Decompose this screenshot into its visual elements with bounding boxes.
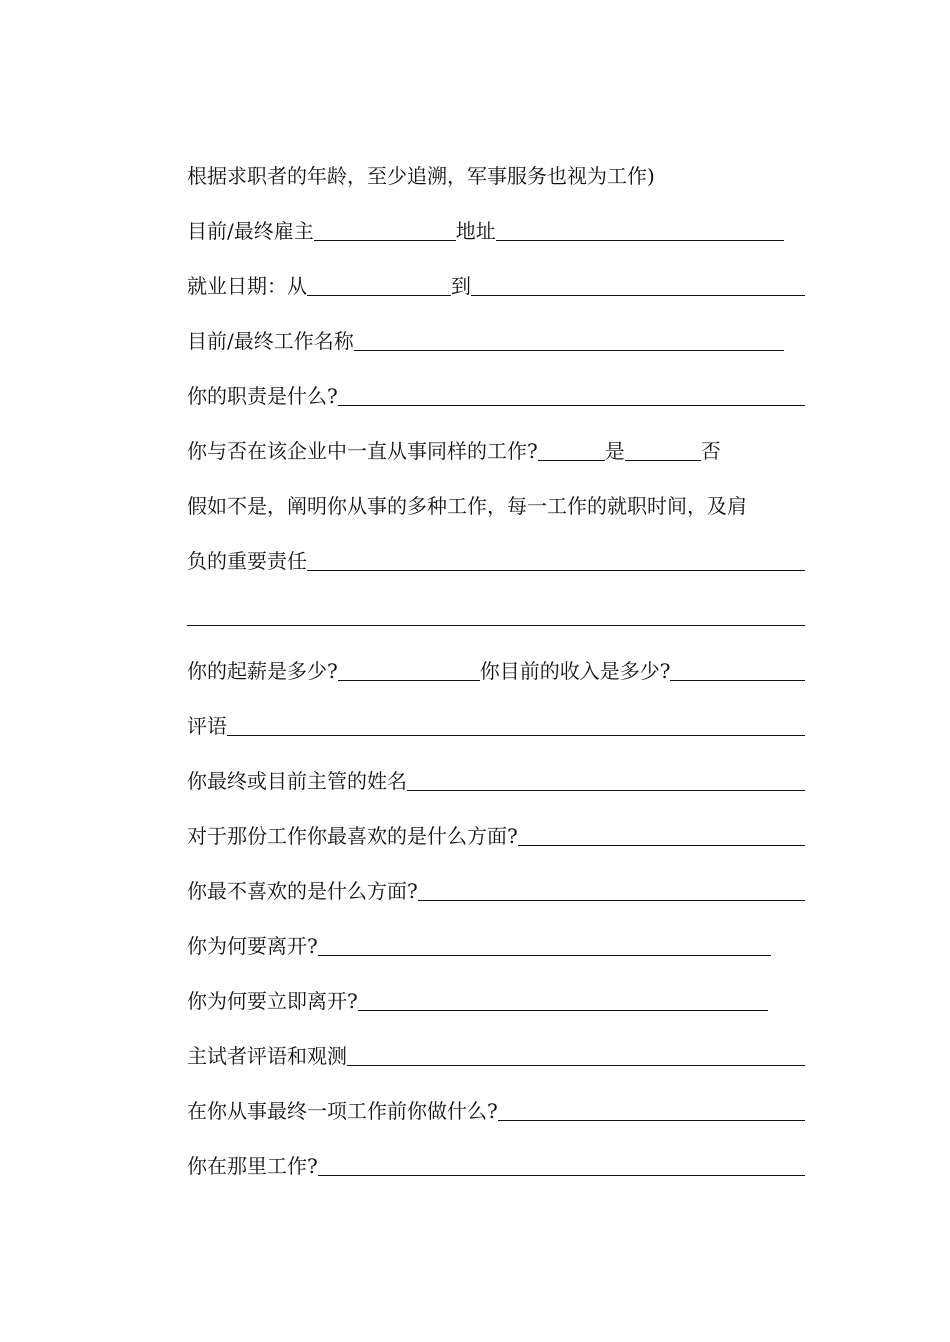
- current-income-field[interactable]: [670, 658, 805, 681]
- explain-text-2: 负的重要责任: [187, 549, 307, 573]
- comments-label: 评语: [187, 714, 227, 738]
- duties-line: [187, 382, 805, 410]
- no-field[interactable]: [625, 438, 701, 461]
- intro-line: [187, 162, 805, 190]
- salary-line: [187, 657, 805, 685]
- why-leave-label: 你为何要离开?: [187, 934, 318, 958]
- date-to-field[interactable]: [471, 273, 805, 296]
- before-line: [187, 1097, 805, 1125]
- responsibilities-field[interactable]: [307, 548, 805, 571]
- why-leave-field[interactable]: [318, 933, 771, 956]
- dates-to-label: 到: [451, 274, 471, 298]
- responsibilities-extra-line[interactable]: [187, 625, 805, 626]
- why-leave-now-line: [187, 987, 805, 1015]
- job-title-field[interactable]: [354, 328, 784, 351]
- where-field[interactable]: [318, 1153, 805, 1176]
- employer-label: 目前/最终雇主: [187, 219, 314, 243]
- date-from-field[interactable]: [307, 273, 451, 296]
- where-label: 你在那里工作?: [187, 1154, 318, 1178]
- disliked-label: 你最不喜欢的是什么方面?: [187, 879, 418, 903]
- address-label: 地址: [455, 219, 496, 243]
- start-salary-field[interactable]: [338, 658, 480, 681]
- same-work-label: 你与否在该企业中一直从事同样的工作?: [187, 439, 538, 463]
- interviewer-label: 主试者评语和观测: [187, 1044, 347, 1068]
- disliked-field[interactable]: [418, 878, 805, 901]
- interviewer-field[interactable]: [347, 1043, 805, 1066]
- before-label: 在你从事最终一项工作前你做什么?: [187, 1099, 498, 1123]
- supervisor-field[interactable]: [407, 768, 805, 791]
- yes-label: 是: [604, 439, 625, 463]
- employment-dates-line: [187, 272, 805, 300]
- current-income-label: 你目前的收入是多少?: [479, 659, 671, 683]
- duties-field[interactable]: [338, 383, 805, 406]
- before-field[interactable]: [498, 1098, 805, 1121]
- duties-label: 你的职责是什么?: [187, 384, 338, 408]
- yes-field[interactable]: [538, 438, 605, 461]
- why-leave-now-field[interactable]: [358, 988, 768, 1011]
- start-salary-label: 你的起薪是多少?: [187, 659, 338, 683]
- where-line: [187, 1152, 805, 1180]
- comments-line: [187, 712, 805, 740]
- dates-from-label: 就业日期：从: [187, 274, 307, 298]
- employer-line: [187, 217, 805, 245]
- address-field[interactable]: [496, 218, 784, 241]
- liked-line: [187, 822, 805, 850]
- why-leave-line: [187, 932, 805, 960]
- explain-text-1: 假如不是，阐明你从事的多种工作，每一工作的就职时间，及肩: [187, 494, 747, 518]
- no-label: 否: [700, 439, 721, 463]
- interviewer-line: [187, 1042, 805, 1070]
- liked-field[interactable]: [518, 823, 805, 846]
- intro-text: 根据求职者的年龄，至少追溯，军事服务也视为工作): [187, 164, 655, 188]
- employer-field[interactable]: [314, 218, 456, 241]
- explain-line-2: [187, 547, 805, 575]
- job-title-label: 目前/最终工作名称: [187, 329, 354, 353]
- job-title-line: [187, 327, 805, 355]
- supervisor-line: [187, 767, 805, 795]
- comments-field[interactable]: [227, 713, 805, 736]
- disliked-line: [187, 877, 805, 905]
- why-leave-now-label: 你为何要立即离开?: [187, 989, 358, 1013]
- same-work-line: [187, 437, 805, 465]
- supervisor-label: 你最终或目前主管的姓名: [187, 769, 407, 793]
- explain-line-1: [187, 492, 805, 520]
- liked-label: 对于那份工作你最喜欢的是什么方面?: [187, 824, 518, 848]
